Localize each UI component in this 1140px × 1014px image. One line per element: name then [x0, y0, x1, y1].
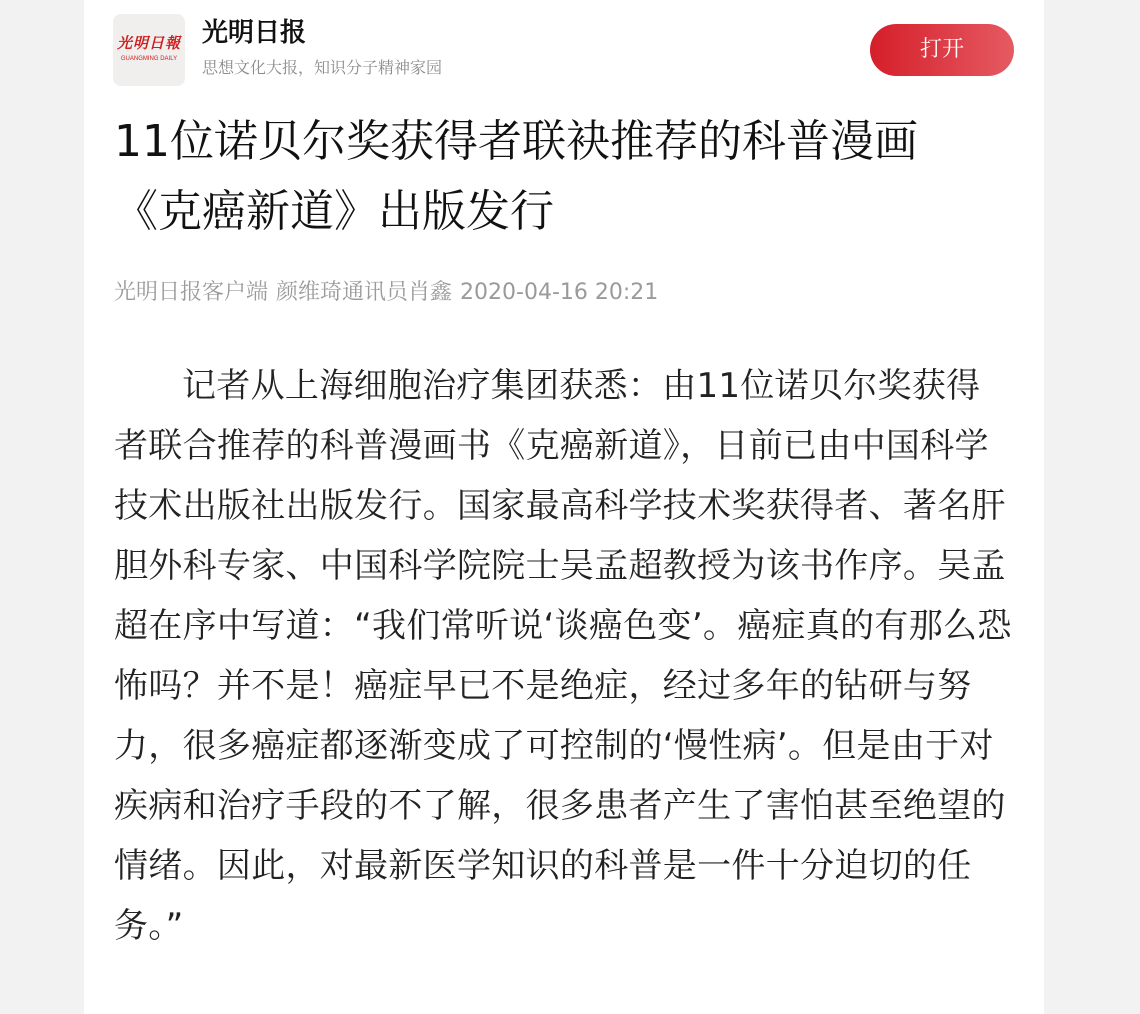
logo-chinese-text: 光明日報 [116, 34, 181, 52]
logo-english-text: GUANGMING DAILY [120, 56, 178, 62]
app-download-bar [84, 0, 1044, 100]
article-title: 11位诺贝尔奖获得者联袂推荐的科普漫画《克癌新道》出版发行 [114, 116, 918, 237]
article-source: 光明日报客户端 [114, 280, 269, 305]
brand-slogan: 思想文化大报，知识分子精神家园 [202, 58, 443, 77]
article-body-paragraph: 记者从上海细胞治疗集团获悉：由11位诺贝尔奖获得者联合推荐的科普漫画书《克癌新道》，日前已由中国科学技术出版社出版发行。国家最高科学技术奖获得者、著名肝胆外科专家、中国科学院院士吴孟超教授为该书作序。吴孟超在序中写道：“我们常听说‘谈癌色变’。癌症真的有那么恐怖吗？并不是！癌症早已不是绝症，经过多年的钻研与努力，很多癌症都逐渐变成了可控制的‘慢性病’。但是由于对疾病和治疗手段的不了解，很多患者产生了害怕甚至绝望的情绪。因此，对最新医学知识的科普是一件十分迫切的任务。” [114, 366, 1012, 946]
open-app-button[interactable]: 打开 [870, 24, 1014, 76]
guangming-daily-logo-icon [113, 14, 185, 86]
article-page [84, 0, 1044, 1014]
article-meta [114, 278, 666, 308]
article-authors: 颜维琦通讯员肖鑫 [276, 280, 453, 305]
article-datetime: 2020-04-16 20:21 [460, 280, 659, 305]
brand-name: 光明日报 [202, 18, 307, 48]
